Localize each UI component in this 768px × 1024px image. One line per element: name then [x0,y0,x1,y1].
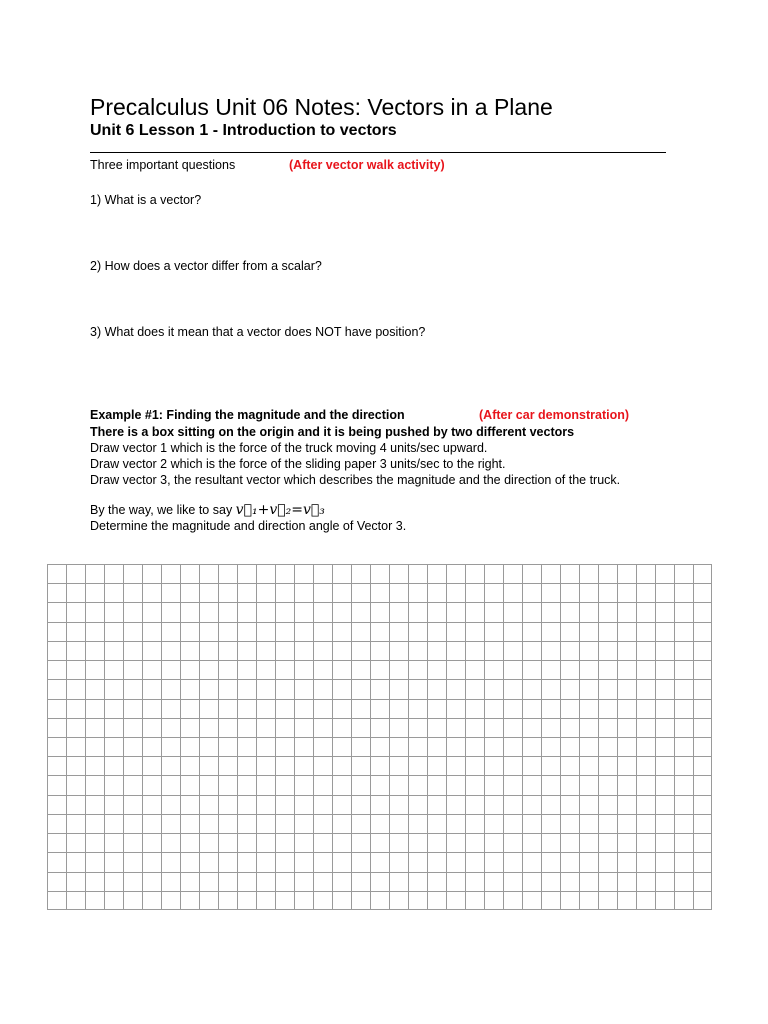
divider-line [90,152,666,153]
example-bold-line: There is a box sitting on the origin and it is being pushed by two different vectors [90,425,575,439]
by-the-way-line [90,502,325,518]
graph-paper[interactable] [47,564,712,910]
draw-vector-2: Draw vector 2 which is the force of the sliding paper 3 units/sec to the right. [90,457,506,471]
determine-line: Determine the magnitude and direction angle of Vector 3. [90,519,407,533]
draw-vector-1: Draw vector 1 which is the force of the truck moving 4 units/sec upward. [90,441,488,455]
questions-intro-note: (After vector walk activity) [289,158,445,172]
vector-equation: v⃗₁+v⃗₂=v⃗₃ [235,502,325,518]
page-title: Precalculus Unit 06 Notes: Vectors in a Plane [90,94,553,120]
question-3: 3) What does it mean that a vector does NOT have position? [90,325,426,339]
draw-vector-3: Draw vector 3, the resultant vector which describes the magnitude and the direction of the truck. [90,473,621,487]
questions-intro: Three important questions [90,158,236,172]
by-the-way-text: By the way, we like to say [90,503,233,517]
example-heading-note: (After car demonstration) [479,408,630,422]
graph-grid [47,564,712,910]
lesson-subtitle: Unit 6 Lesson 1 - Introduction to vectors [90,122,397,139]
example-heading-line [90,407,630,423]
questions-intro-line [90,157,445,173]
question-2: 2) How does a vector differ from a scalar? [90,259,322,273]
question-1: 1) What is a vector? [90,193,202,207]
example-heading: Example #1: Finding the magnitude and the direction [90,408,405,422]
